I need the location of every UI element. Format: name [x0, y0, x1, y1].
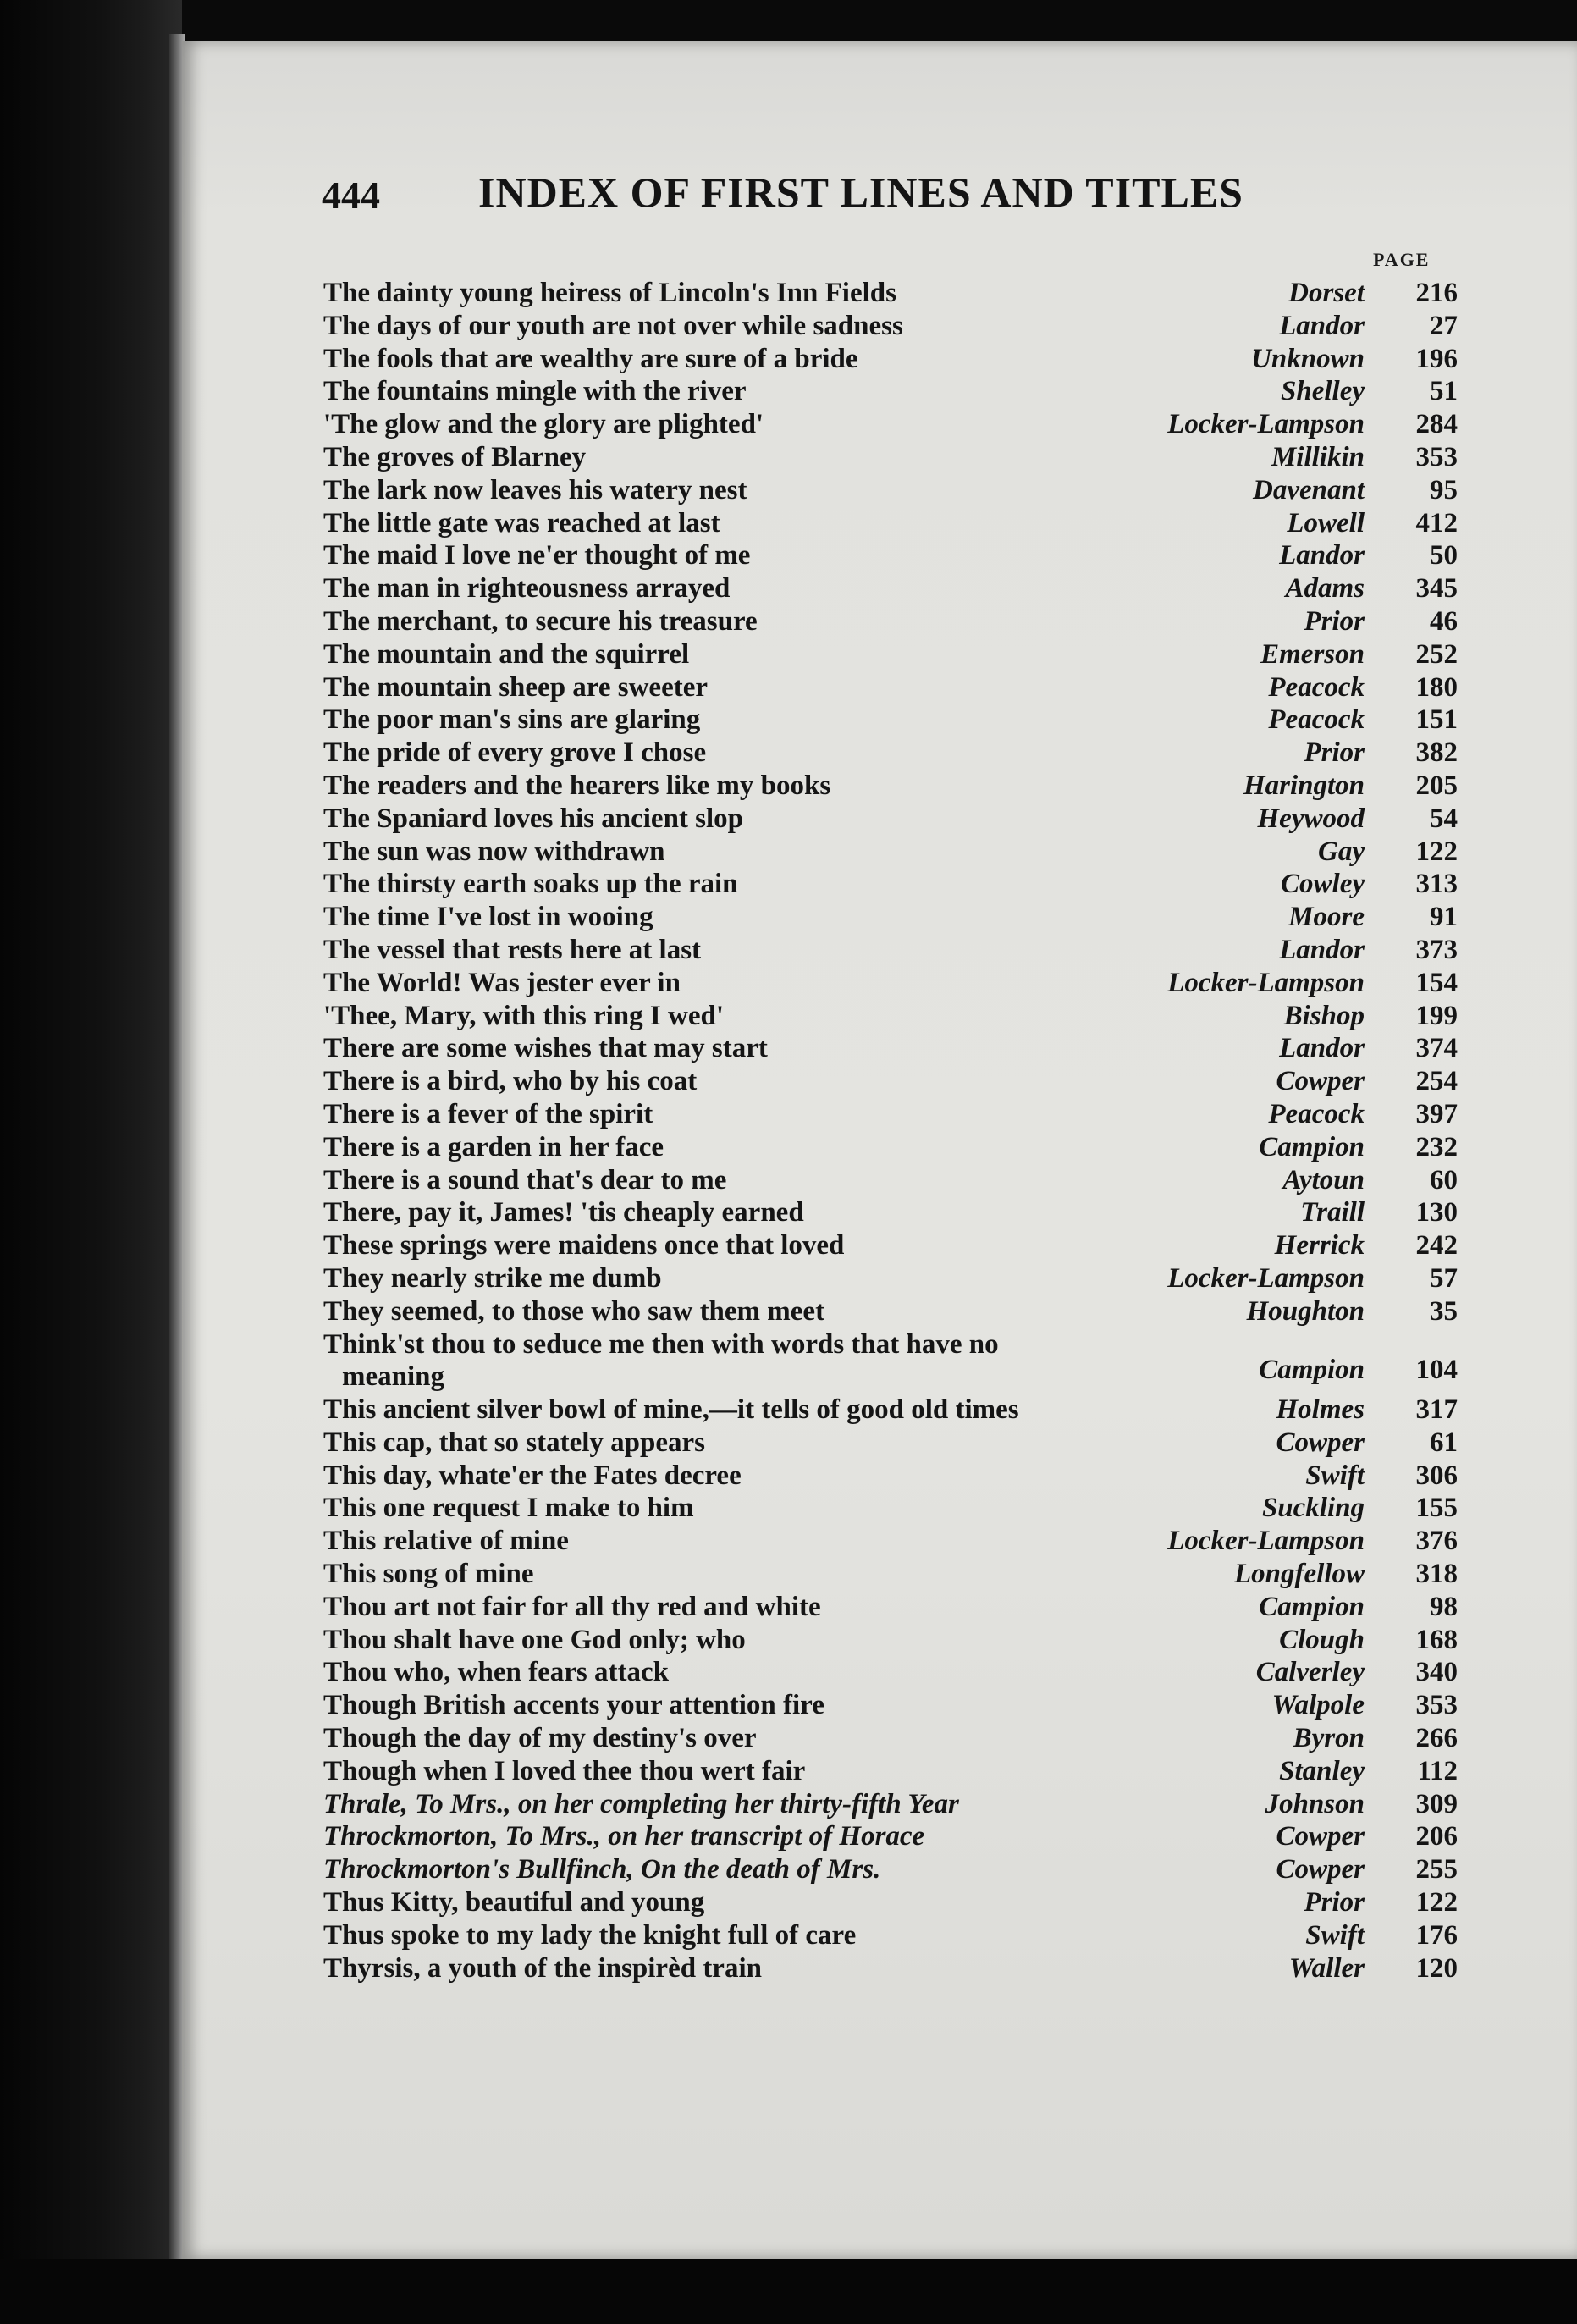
page-header	[322, 168, 1321, 227]
entry-first-line: Throckmorton's Bullfinch, On the death of Mrs.	[323, 1854, 881, 1885]
index-entry	[323, 507, 1458, 540]
index-entry	[323, 1098, 1458, 1131]
entry-author: Peacock	[1268, 671, 1365, 703]
entry-author: Locker-Lampson	[1167, 967, 1365, 998]
entry-author: Millikin	[1271, 441, 1365, 472]
entry-author: Aytoun	[1282, 1164, 1365, 1195]
index-entry	[323, 737, 1458, 770]
scan-bottom-border	[0, 2259, 1577, 2324]
entry-first-line: The poor man's sins are glaring	[323, 704, 701, 736]
entry-first-line: The little gate was reached at last	[323, 507, 720, 538]
index-entry	[323, 1000, 1458, 1033]
entry-author: Unknown	[1251, 343, 1365, 374]
entry-first-line: There is a bird, who by his coat	[323, 1066, 698, 1097]
index-entry	[323, 1755, 1458, 1788]
entry-page-number: 255	[1415, 1854, 1458, 1885]
entry-first-line: The World! Was jester ever in	[323, 967, 681, 998]
entry-first-line: This day, whate'er the Fates decree	[323, 1460, 742, 1491]
index-entry	[323, 1328, 1458, 1394]
entry-page-number: 54	[1430, 803, 1458, 834]
entry-page-number: 412	[1415, 507, 1458, 538]
entry-page-number: 373	[1415, 934, 1458, 965]
entry-first-line: Thou shalt have one God only; who	[323, 1624, 746, 1655]
entry-author: Prior	[1304, 605, 1365, 637]
entry-author: Campion	[1259, 1591, 1365, 1622]
entry-author: Traill	[1300, 1197, 1365, 1228]
entry-page-number: 374	[1415, 1033, 1458, 1064]
entry-page-number: 51	[1430, 376, 1458, 407]
entry-page-number: 216	[1415, 278, 1458, 308]
index-entry	[323, 1229, 1458, 1262]
entry-author: Landor	[1279, 310, 1365, 341]
page-column-label: PAGE	[1373, 249, 1431, 270]
index-entry	[323, 539, 1458, 572]
index-entries	[323, 277, 1458, 1985]
entry-page-number: 27	[1430, 310, 1458, 341]
entry-first-line: The mountain and the squirrel	[323, 638, 690, 670]
entry-first-line: The thirsty earth soaks up the rain	[323, 869, 738, 900]
entry-page-number: 176	[1415, 1919, 1458, 1951]
entry-first-line: There is a garden in her face	[323, 1131, 664, 1162]
entry-author: Herrick	[1274, 1230, 1365, 1261]
entry-first-line: Thus Kitty, beautiful and young	[323, 1887, 705, 1918]
index-entry	[323, 1295, 1458, 1328]
index-entry	[323, 1788, 1458, 1821]
entry-page-number: 309	[1415, 1788, 1458, 1819]
entry-author: Gay	[1318, 836, 1365, 867]
entry-first-line: The dainty young heiress of Lincoln's Inn Fields	[323, 278, 896, 308]
index-entry	[323, 1131, 1458, 1164]
entry-author: Locker-Lampson	[1167, 1526, 1365, 1557]
entry-page-number: 353	[1415, 441, 1458, 472]
index-entry	[323, 836, 1458, 869]
entry-page-number: 57	[1430, 1262, 1458, 1294]
index-entry	[323, 967, 1458, 1000]
entry-first-line: These springs were maidens once that loved	[323, 1230, 845, 1261]
entry-author: Campion	[1259, 1131, 1365, 1162]
index-entry	[323, 671, 1458, 704]
index-entry	[323, 375, 1458, 408]
entry-first-line: The maid I love ne'er thought of me	[323, 540, 751, 571]
entry-page-number: 180	[1415, 671, 1458, 703]
entry-first-line: The mountain sheep are sweeter	[323, 671, 709, 703]
index-entry	[323, 474, 1458, 507]
entry-first-line: They seemed, to those who saw them meet	[323, 1295, 825, 1327]
entry-author: Cowley	[1281, 869, 1365, 900]
entry-page-number: 120	[1415, 1952, 1458, 1984]
entry-author: Landor	[1279, 934, 1365, 965]
index-entry	[323, 1919, 1458, 1952]
entry-page-number: 122	[1415, 836, 1458, 867]
entry-first-line: The Spaniard loves his ancient slop	[323, 803, 744, 834]
index-entry	[323, 1656, 1458, 1689]
entry-first-line: The pride of every grove I chose	[323, 737, 707, 769]
entry-page-number: 266	[1415, 1723, 1458, 1754]
entry-page-number: 155	[1415, 1493, 1458, 1524]
entry-page-number: 376	[1415, 1526, 1458, 1557]
page-number: 444	[322, 174, 380, 217]
index-entry	[323, 1853, 1458, 1886]
entry-page-number: 91	[1430, 902, 1458, 933]
entry-page-number: 318	[1415, 1559, 1458, 1590]
index-entry	[323, 1820, 1458, 1853]
entry-first-line: The vessel that rests here at last	[323, 934, 702, 965]
index-entry	[323, 1427, 1458, 1460]
index-entry	[323, 1492, 1458, 1525]
entry-first-line: Throckmorton, To Mrs., on her transcript of Horace	[323, 1821, 925, 1852]
entry-page-number: 397	[1415, 1098, 1458, 1129]
index-entry	[323, 310, 1458, 343]
index-entry	[323, 1558, 1458, 1591]
index-entry	[323, 605, 1458, 638]
entry-author: Swift	[1305, 1460, 1365, 1491]
entry-page-number: 317	[1415, 1394, 1458, 1426]
entry-first-line: Thus spoke to my lady the knight full of care	[323, 1919, 857, 1951]
index-entry	[323, 343, 1458, 376]
entry-author: Walpole	[1271, 1690, 1365, 1721]
entry-first-line: The man in righteousness arrayed	[323, 573, 731, 604]
index-entry	[323, 1032, 1458, 1065]
entry-first-line: Though the day of my destiny's over	[323, 1723, 757, 1754]
entry-page-number: 205	[1415, 770, 1458, 801]
entry-author: Clough	[1279, 1624, 1365, 1655]
entry-first-line: The merchant, to secure his treasure	[323, 605, 758, 637]
index-entry	[323, 1196, 1458, 1229]
entry-page-number: 252	[1415, 638, 1458, 670]
entry-first-line: The readers and the hearers like my books	[323, 770, 831, 801]
entry-first-line: The days of our youth are not over while sadness	[323, 310, 903, 341]
entry-author: Shelley	[1281, 376, 1365, 407]
entry-author: Harington	[1243, 770, 1365, 801]
entry-first-line: There is a sound that's dear to me	[323, 1164, 727, 1195]
entry-first-line: This ancient silver bowl of mine,—it tells of good old times	[323, 1394, 1019, 1426]
entry-author: Moore	[1288, 902, 1365, 933]
entry-page-number: 206	[1415, 1821, 1458, 1852]
entry-page-number: 98	[1430, 1591, 1458, 1622]
entry-page-number: 306	[1415, 1460, 1458, 1491]
entry-author: Lowell	[1287, 507, 1365, 538]
entry-page-number: 168	[1415, 1624, 1458, 1655]
entry-page-number: 232	[1415, 1131, 1458, 1162]
entry-page-number: 61	[1430, 1427, 1458, 1458]
entry-first-line: This song of mine	[323, 1559, 534, 1590]
entry-author: Waller	[1288, 1952, 1365, 1984]
index-entry	[323, 934, 1458, 967]
entry-first-line: The fools that are wealthy are sure of a bride	[323, 343, 858, 374]
entry-page-number: 151	[1415, 704, 1458, 736]
entry-page-number: 254	[1415, 1066, 1458, 1097]
entry-author: Stanley	[1279, 1755, 1365, 1786]
entry-page-number: 46	[1430, 605, 1458, 637]
running-head: INDEX OF FIRST LINES AND TITLES	[478, 168, 1243, 216]
entry-author: Heywood	[1257, 803, 1365, 834]
index-entry	[323, 803, 1458, 836]
entry-author: Locker-Lampson	[1167, 409, 1365, 440]
entry-author: Byron	[1293, 1723, 1365, 1754]
entry-author: Swift	[1305, 1919, 1365, 1951]
index-entry	[323, 572, 1458, 605]
entry-first-line: Thyrsis, a youth of the inspirèd train	[323, 1952, 762, 1984]
entry-author: Suckling	[1261, 1493, 1365, 1524]
entry-first-line: 'The glow and the glory are plighted'	[323, 409, 764, 440]
entry-first-line: This one request I make to him	[323, 1493, 694, 1524]
index-entry	[323, 1065, 1458, 1098]
entry-author: Prior	[1304, 737, 1365, 769]
index-entry	[323, 1952, 1458, 1985]
entry-first-line: Though British accents your attention fire	[323, 1690, 824, 1721]
entry-first-line: They nearly strike me dumb	[323, 1262, 662, 1294]
entry-author: Adams	[1285, 573, 1365, 604]
index-entry	[323, 441, 1458, 474]
entry-author: Davenant	[1253, 474, 1365, 505]
index-entry	[323, 1722, 1458, 1755]
index-entry	[323, 1624, 1458, 1657]
entry-page-number: 345	[1415, 573, 1458, 604]
entry-first-line: The groves of Blarney	[323, 441, 587, 472]
entry-page-number: 313	[1415, 869, 1458, 900]
entry-first-line: Though when I loved thee thou wert fair	[323, 1755, 806, 1786]
entry-page-number: 154	[1415, 967, 1458, 998]
entry-author: Cowper	[1276, 1427, 1365, 1458]
index-entry	[323, 1460, 1458, 1493]
entry-page-number: 95	[1430, 474, 1458, 505]
entry-author: Prior	[1304, 1887, 1365, 1918]
index-entry	[323, 704, 1458, 737]
entry-author: Cowper	[1276, 1821, 1365, 1852]
entry-page-number: 50	[1430, 540, 1458, 571]
entry-page-number: 284	[1415, 409, 1458, 440]
index-entry	[323, 1262, 1458, 1295]
index-entry	[323, 770, 1458, 803]
entry-first-line: There, pay it, James! 'tis cheaply earned	[323, 1197, 804, 1228]
entry-page-number: 382	[1415, 737, 1458, 769]
entry-page-number: 104	[1415, 1354, 1458, 1385]
index-entry	[323, 1394, 1458, 1427]
entry-page-number: 122	[1415, 1887, 1458, 1918]
index-entry	[323, 638, 1458, 671]
entry-author: Peacock	[1268, 1098, 1365, 1129]
entry-first-line: Thrale, To Mrs., on her completing her thirty-fifth Year	[323, 1788, 959, 1819]
entry-first-line: This cap, that so stately appears	[323, 1427, 706, 1458]
entry-page-number: 60	[1430, 1164, 1458, 1195]
entry-first-line: There are some wishes that may start	[323, 1033, 768, 1064]
entry-first-line: The sun was now withdrawn	[323, 836, 665, 867]
entry-page-number: 130	[1415, 1197, 1458, 1228]
entry-author: Houghton	[1246, 1295, 1365, 1327]
entry-first-line: This relative of mine	[323, 1526, 569, 1557]
entry-author: Cowper	[1276, 1854, 1365, 1885]
entry-first-line: Thou who, when fears attack	[323, 1657, 669, 1688]
entry-author: Bishop	[1283, 1000, 1365, 1031]
entry-author: Landor	[1279, 540, 1365, 571]
index-entry	[323, 901, 1458, 934]
entry-page-number: 196	[1415, 343, 1458, 374]
entry-first-line: The time I've lost in wooing	[323, 902, 653, 933]
entry-author: Holmes	[1276, 1394, 1365, 1426]
entry-author: Campion	[1259, 1354, 1365, 1385]
entry-author: Locker-Lampson	[1167, 1262, 1365, 1294]
entry-author: Johnson	[1265, 1788, 1365, 1819]
entry-author: Peacock	[1268, 704, 1365, 736]
index-entry	[323, 1886, 1458, 1919]
entry-first-line: The fountains mingle with the river	[323, 376, 747, 407]
entry-author: Dorset	[1288, 278, 1365, 308]
index-entry	[323, 277, 1458, 310]
entry-author: Calverley	[1255, 1657, 1365, 1688]
entry-page-number: 199	[1415, 1000, 1458, 1031]
index-entry	[323, 1689, 1458, 1722]
index-entry	[323, 1591, 1458, 1624]
entry-page-number: 242	[1415, 1230, 1458, 1261]
index-entry	[323, 1164, 1458, 1197]
entry-continuation: meaning	[342, 1361, 445, 1393]
entry-first-line: 'Thee, Mary, with this ring I wed'	[323, 1000, 725, 1031]
entry-page-number: 340	[1415, 1657, 1458, 1688]
entry-page-number: 35	[1430, 1295, 1458, 1327]
entry-page-number: 112	[1417, 1755, 1458, 1786]
entry-author: Cowper	[1276, 1066, 1365, 1097]
book-binding-shadow	[0, 0, 182, 2324]
entry-author: Emerson	[1260, 638, 1365, 670]
entry-page-number: 353	[1415, 1690, 1458, 1721]
entry-author: Landor	[1279, 1033, 1365, 1064]
entry-first-line: The lark now leaves his watery nest	[323, 474, 747, 505]
entry-first-line: Thou art not fair for all thy red and white	[323, 1591, 821, 1622]
index-entry	[323, 1525, 1458, 1558]
entry-first-line: Think'st thou to seduce me then with words that have no	[323, 1328, 999, 1360]
entry-first-line: There is a fever of the spirit	[323, 1098, 653, 1129]
index-entry	[323, 408, 1458, 441]
entry-author: Longfellow	[1234, 1559, 1365, 1590]
index-entry	[323, 868, 1458, 901]
